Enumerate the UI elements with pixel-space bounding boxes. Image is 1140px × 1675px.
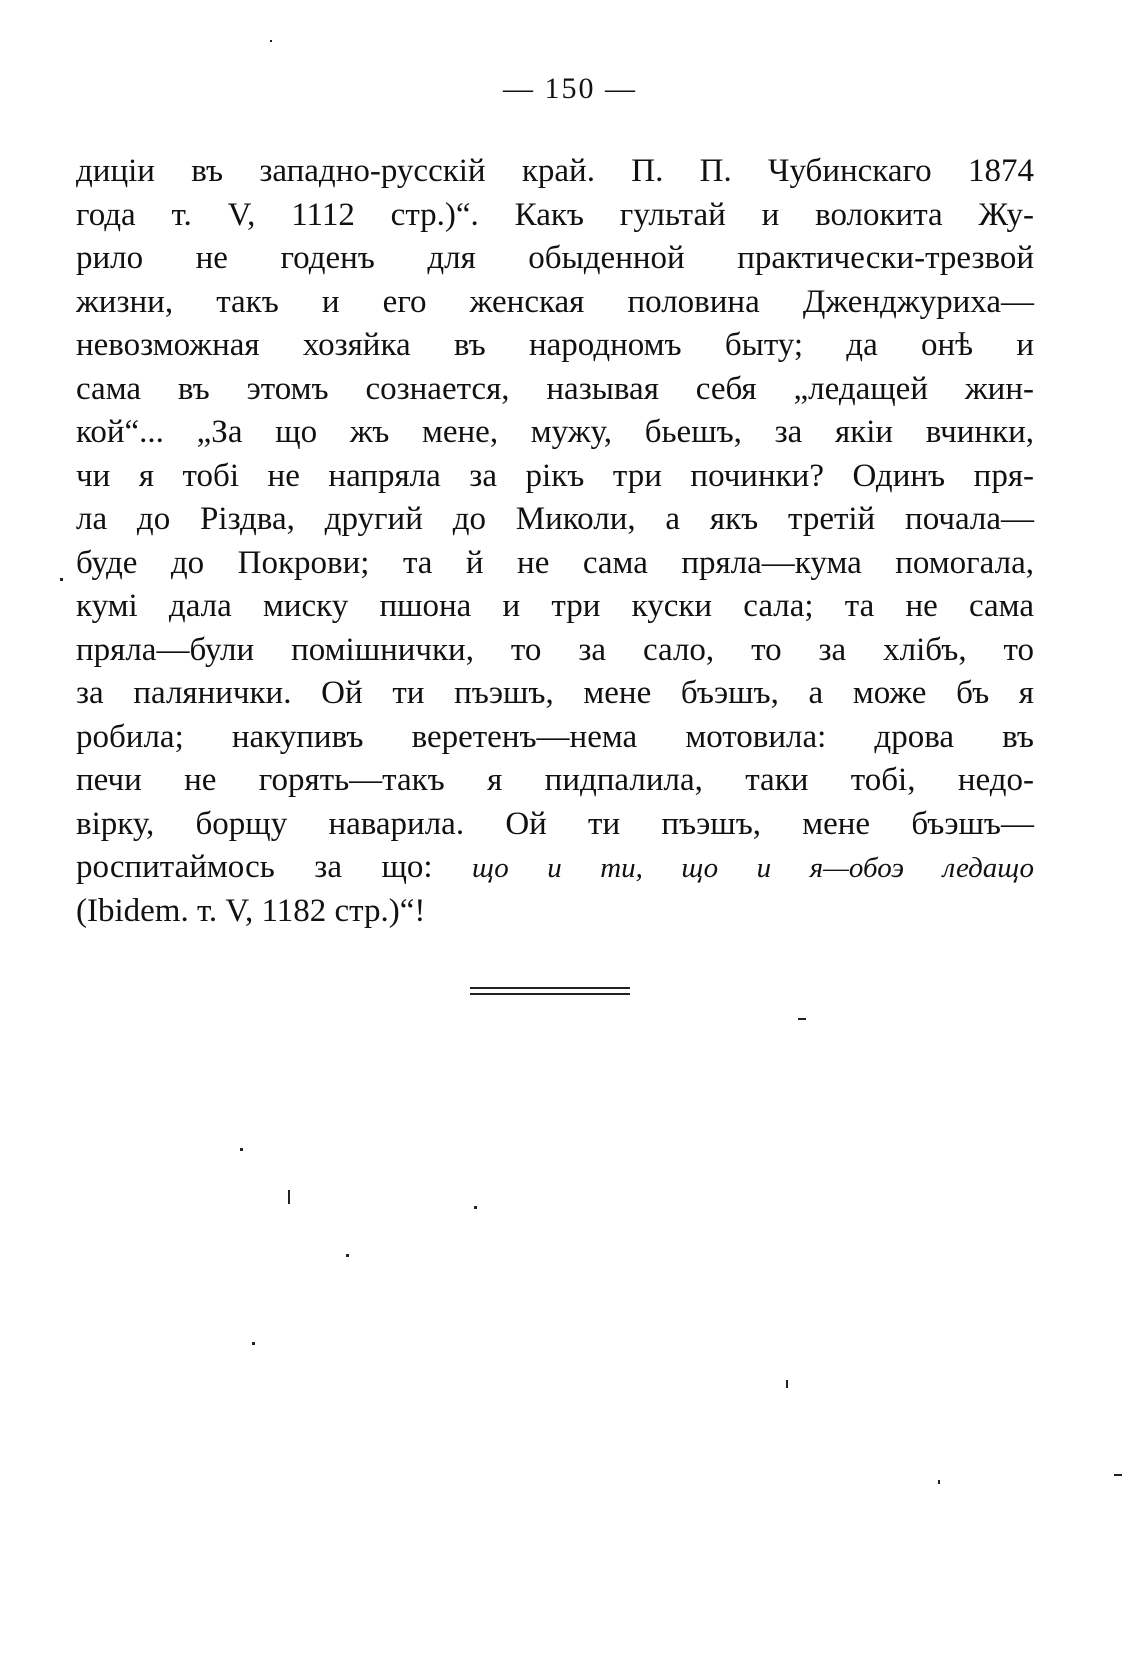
rule-line (470, 993, 630, 995)
text-line: буде до Покрови; та й не сама пряла—кума помогала, (76, 544, 1034, 581)
text-line: кой“... „За що жъ мене, мужу, бьешъ, за якіи вчинки, (76, 414, 1034, 450)
scan-speck (346, 1254, 349, 1257)
text-line-last: (Ibidem. т. V, 1182 стр.)“! (76, 892, 426, 929)
text-line: невозможная хозяйка въ народномъ быту; да онѣ и (76, 327, 1034, 363)
italic-quote: що и ти, що и я—обоэ ледащо (472, 852, 1035, 884)
text-line: кумі дала миску пшона и три куски сала; та не сама (76, 588, 1034, 624)
text-line: года т. V, 1112 стр.)“. Какъ гультай и волокита Жу- (76, 196, 1034, 233)
text-line: пряла—були помішнички, то за сало, то за хлібъ, то (76, 631, 1034, 668)
text-line: рило не годенъ для обыденной практически-трезвой (76, 240, 1034, 276)
text-line-mixed (76, 846, 1034, 890)
scan-speck (240, 1148, 243, 1151)
text-line: вірку, борщу наварила. Ой ти пъэшъ, мене бъэшъ— (76, 805, 1034, 842)
scan-speck (252, 1342, 255, 1345)
section-end-rule (470, 987, 630, 999)
scan-speck (270, 40, 272, 42)
text-line: робила; накупивъ веретенъ—нема мотовила: дрова въ (76, 718, 1034, 755)
body-text (76, 150, 1034, 933)
scan-speck (288, 1190, 290, 1204)
scan-speck (474, 1206, 477, 1209)
rule-line (470, 987, 630, 989)
text-line: за палянички. Ой ти пъэшъ, мене бъэшъ, а може бъ я (76, 675, 1034, 711)
text-line: диціи въ западно-русскій край. П. П. Чубинскаго 1874 (76, 153, 1034, 189)
scan-speck (786, 1380, 788, 1388)
text-segment: роспитаймось за що: (76, 849, 473, 885)
text-line: сама въ этомъ сознается, называя себя „ледащей жин- (76, 370, 1034, 407)
scan-speck (60, 578, 63, 581)
text-line: печи не горять—такъ я пидпалила, таки тобі, недо- (76, 762, 1034, 798)
text-line: ла до Різдва, другий до Миколи, а якъ третій почала— (76, 501, 1034, 537)
text-line: жизни, такъ и его женская половина Дженджуриха— (76, 283, 1034, 320)
scan-speck (938, 1480, 940, 1484)
text-line: чи я тобі не напряла за рікъ три починки? Одинъ пря- (76, 457, 1034, 494)
scan-speck (798, 1018, 806, 1020)
scan-speck (1114, 1474, 1122, 1476)
page-number: — 150 — (503, 72, 637, 105)
